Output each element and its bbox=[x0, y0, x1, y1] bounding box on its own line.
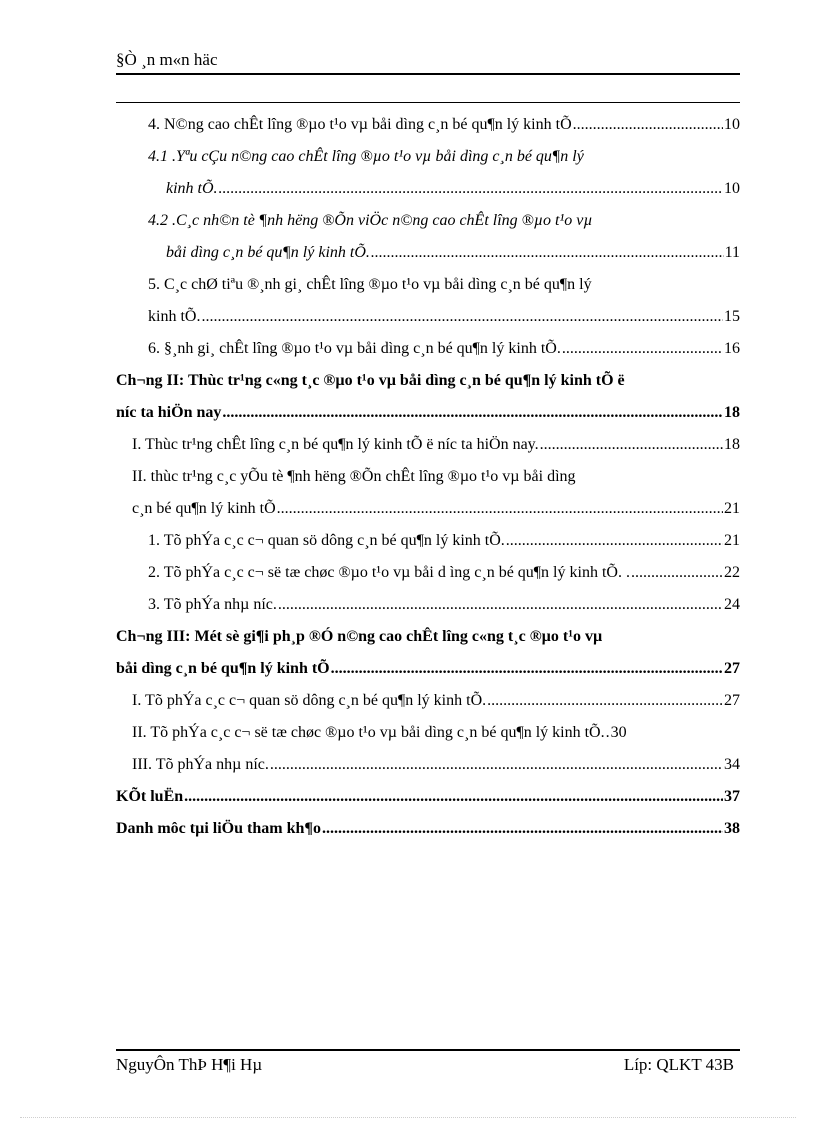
toc-entry-title: båi dìng c¸n bé qu¶n lý kinh tÕ. bbox=[166, 244, 370, 261]
toc-entry bbox=[132, 500, 740, 518]
toc-entry bbox=[116, 404, 740, 422]
toc-page-number: 18 bbox=[724, 436, 740, 453]
toc-entry bbox=[148, 308, 740, 326]
toc-page-number: 37 bbox=[724, 788, 740, 805]
toc-leader-dots bbox=[201, 308, 723, 326]
toc-leader-dots bbox=[184, 788, 723, 806]
toc-entry-title: KÕt luËn bbox=[116, 788, 184, 805]
toc-leader-dots bbox=[487, 692, 723, 710]
toc-page-number: 24 bbox=[724, 596, 740, 613]
toc-chapter-title: Ch¬ng II: Thùc tr¹ng c«ng t¸c ®µo t¹o vµ båi dìng c¸n bé qu¶n lý kinh tÕ ë bbox=[116, 372, 625, 389]
toc-entry-title: c¸n bé qu¶n lý kinh tÕ bbox=[132, 500, 276, 517]
toc-leader-dots bbox=[631, 564, 723, 582]
toc-page-number: 30 bbox=[610, 724, 627, 741]
toc-entry bbox=[148, 596, 740, 614]
toc-entry-title: II. thùc tr¹ng c¸c yÕu tè ¶nh hëng ®Õn chÊt lîng ®µo t¹o vµ båi dìng bbox=[132, 468, 576, 485]
toc-leader-dots bbox=[562, 340, 723, 358]
toc-leader-dots bbox=[540, 436, 723, 454]
toc-entry-title: níc ta hiÖn nay bbox=[116, 404, 222, 421]
header-rule bbox=[116, 73, 740, 75]
toc-entry-title: 3. Tõ phÝa nhµ níc. bbox=[148, 596, 277, 613]
toc-page-number: 11 bbox=[724, 244, 740, 261]
footer-class: Líp: QLKT 43B bbox=[623, 1055, 734, 1074]
toc-entry bbox=[148, 532, 740, 550]
toc-entry-title: III. Tõ phÝa nhµ níc. bbox=[132, 756, 269, 773]
running-header-title: §Ò ¸n m«n häc bbox=[116, 50, 218, 69]
toc-entry bbox=[116, 660, 740, 678]
toc-entry bbox=[132, 436, 740, 454]
footer-author: NguyÔn ThÞ H¶i Hµ bbox=[116, 1055, 263, 1074]
toc-page-number: 22 bbox=[724, 564, 740, 581]
toc-page-number: 18 bbox=[724, 404, 740, 421]
toc-entry bbox=[166, 180, 740, 198]
header-subrule bbox=[116, 102, 740, 103]
page-bottom-edge bbox=[20, 1117, 796, 1118]
toc-entry-title: I. Thùc tr¹ng chÊt lîng c¸n bé qu¶n lý kinh tÕ ë níc ta hiÖn nay. bbox=[132, 436, 539, 453]
toc-entry-title: Danh môc tµi liÖu tham kh¶o bbox=[116, 820, 321, 837]
toc-page-number: 27 bbox=[724, 692, 740, 709]
footer-rule bbox=[116, 1049, 740, 1051]
toc-entry bbox=[116, 788, 740, 806]
toc-entry bbox=[148, 564, 740, 582]
toc-leader-dots bbox=[331, 660, 723, 678]
toc-page-number: 34 bbox=[724, 756, 740, 773]
toc-leader-dots bbox=[219, 180, 723, 198]
toc-chapter-title: Ch¬ng III: Mét sè gi¶i ph¸p ®Ó n©ng cao chÊt lîng c«ng t¸c ®µo t¹o vµ bbox=[116, 628, 603, 645]
toc-leader-dots bbox=[506, 532, 723, 550]
toc-entry-title: kinh tÕ. bbox=[166, 180, 218, 197]
toc-entry-title: 4. N©ng cao chÊt lîng ®µo t¹o vµ båi dìng c¸n bé qu¶n lý kinh tÕ bbox=[148, 116, 572, 133]
toc-page-number: 38 bbox=[724, 820, 740, 837]
toc-entry bbox=[148, 116, 740, 134]
toc-entry bbox=[132, 756, 740, 774]
toc-leader-dots bbox=[322, 820, 723, 838]
toc-entry-title: 2. Tõ phÝa c¸c c¬ së tæ chøc ®µo t¹o vµ båi d ìng c¸n bé qu¶n lý kinh tÕ. . bbox=[148, 564, 630, 581]
toc-page-number: 10 bbox=[724, 180, 740, 197]
toc-leader-dots bbox=[371, 244, 724, 262]
toc-entry-title: kinh tÕ. bbox=[148, 308, 201, 325]
toc-entry bbox=[132, 692, 740, 710]
toc-leader-dots bbox=[278, 596, 723, 614]
toc-leader-dots bbox=[573, 116, 723, 134]
toc-entry-title: 5. C¸c chØ tiªu ®¸nh gi¸ chÊt lîng ®µo t¹o vµ båi dìng c¸n bé qu¶n lý bbox=[148, 276, 592, 293]
toc-entry-title: II. Tõ phÝa c¸c c¬ së tæ chøc ®µo t¹o vµ båi dìng c¸n bé qu¶n lý kinh tÕ. bbox=[132, 724, 605, 741]
toc-entry-title: 6. §¸nh gi¸ chÊt lîng ®µo t¹o vµ båi dìng c¸n bé qu¶n lý kinh tÕ. bbox=[148, 340, 561, 357]
toc-page-number: 21 bbox=[724, 500, 740, 517]
toc-page-number: 15 bbox=[724, 308, 740, 325]
toc-entry-title: 1. Tõ phÝa c¸c c¬ quan sö dông c¸n bé qu¶n lý kinh tÕ. bbox=[148, 532, 505, 549]
toc-leader-dots bbox=[270, 756, 723, 774]
toc-leader-dots bbox=[606, 724, 610, 742]
toc-entry-title: båi dìng c¸n bé qu¶n lý kinh tÕ bbox=[116, 660, 330, 677]
toc-leader-dots bbox=[222, 404, 723, 422]
toc-entry bbox=[148, 340, 740, 358]
toc-entry bbox=[166, 244, 740, 262]
toc-page-number: 27 bbox=[724, 660, 740, 677]
toc-entry bbox=[116, 820, 740, 838]
toc-page-number: 16 bbox=[724, 340, 740, 357]
toc-page-number: 21 bbox=[724, 532, 740, 549]
toc-entry-title: I. Tõ phÝa c¸c c¬ quan sö dông c¸n bé qu¶n lý kinh tÕ. bbox=[132, 692, 487, 709]
toc-entry bbox=[132, 724, 740, 742]
toc-leader-dots bbox=[277, 500, 723, 518]
toc-entry-title: 4.2 .C¸c nh©n tè ¶nh hëng ®Õn viÖc n©ng cao chÊt lîng ®µo t¹o vµ bbox=[148, 212, 593, 229]
toc-page-number: 10 bbox=[724, 116, 740, 133]
toc-entry-title: 4.1 .Yªu cÇu n©ng cao chÊt lîng ®µo t¹o vµ båi dìng c¸n bé qu¶n lý bbox=[148, 148, 584, 165]
